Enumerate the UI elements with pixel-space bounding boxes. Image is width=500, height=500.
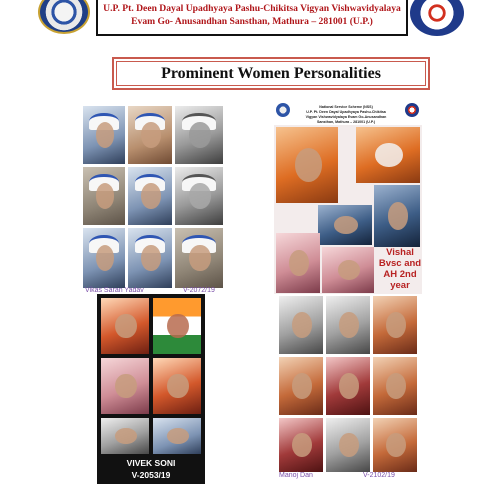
photo-tile <box>101 418 149 454</box>
nss-logo <box>410 0 464 36</box>
page-title: Prominent Women Personalities <box>116 61 426 86</box>
photo-tile <box>128 228 172 288</box>
photo-tile <box>373 357 417 415</box>
photo-tile <box>373 418 417 472</box>
collage-nun-portraits <box>83 106 223 294</box>
photo-tile <box>83 167 125 225</box>
header-line-1: U.P. Pt. Deen Dayal Upadhyaya Pashu-Chikitsa Vigyan Vishwavidyalaya <box>103 3 401 14</box>
header-line-2: Evam Go- Anusandhan Sansthan, Mathura – 281001 (U.P.) <box>131 16 373 27</box>
university-logo <box>38 0 90 34</box>
photo-tile <box>279 357 323 415</box>
photo-tile <box>374 185 420 247</box>
university-header <box>96 0 408 36</box>
photo-tile <box>276 233 320 293</box>
nss-header-line: National Service Scheme (NSS) <box>319 105 373 109</box>
page-title-box <box>112 57 430 90</box>
photo-tile <box>175 167 223 225</box>
nss-header-line: Vigyan Vishwavidyalaya Evam Go-Anusandhan <box>305 115 387 119</box>
collage3-id: V-2053/19 <box>131 470 171 480</box>
nss-header <box>274 101 422 125</box>
nss-mini-logo <box>405 103 419 117</box>
collage-space-scientists <box>274 101 422 294</box>
collage-politician <box>279 296 417 480</box>
photo-tile <box>153 298 201 354</box>
photo-tile <box>175 106 223 164</box>
collage2-text: Bvsc and <box>378 258 422 269</box>
photo-tile <box>322 247 374 293</box>
university-mini-logo <box>276 103 290 117</box>
photo-tile <box>326 418 370 472</box>
collage2-text: Vishal <box>386 247 414 258</box>
collage2-text: AH 2nd <box>383 269 417 280</box>
collage1-caption-id: V-2072/19 <box>183 287 215 294</box>
photo-tile <box>326 296 370 354</box>
photo-tile <box>153 418 201 454</box>
photo-tile <box>279 296 323 354</box>
photo-tile <box>356 127 420 183</box>
photo-tile <box>153 358 201 414</box>
nss-header-line: Sansthan, Mathura – 281001 (U.P.) <box>316 120 376 124</box>
photo-tile <box>128 106 172 164</box>
collage4-caption-name: Manoj Dan <box>279 472 313 479</box>
nss-header-line: U.P. Pt. Deen Dayal Upadhyaya Pashu-Chikitsa <box>306 110 386 114</box>
photo-tile <box>83 228 125 288</box>
photo-tile <box>83 106 125 164</box>
collage3-name: VIVEK SONI <box>126 458 176 468</box>
collage1-caption-name: Vikas Saran Yadav <box>85 287 144 294</box>
photo-tile <box>128 167 172 225</box>
collage2-text: year <box>390 280 410 291</box>
photo-tile <box>373 296 417 354</box>
photo-tile <box>175 228 223 288</box>
collage-sportswomen <box>97 294 205 484</box>
photo-tile <box>326 357 370 415</box>
photo-tile <box>101 358 149 414</box>
photo-tile <box>276 127 338 203</box>
photo-tile <box>101 298 149 354</box>
photo-tile <box>279 418 323 472</box>
collage4-caption-id: V-2102/19 <box>363 472 395 479</box>
photo-tile <box>318 205 372 245</box>
